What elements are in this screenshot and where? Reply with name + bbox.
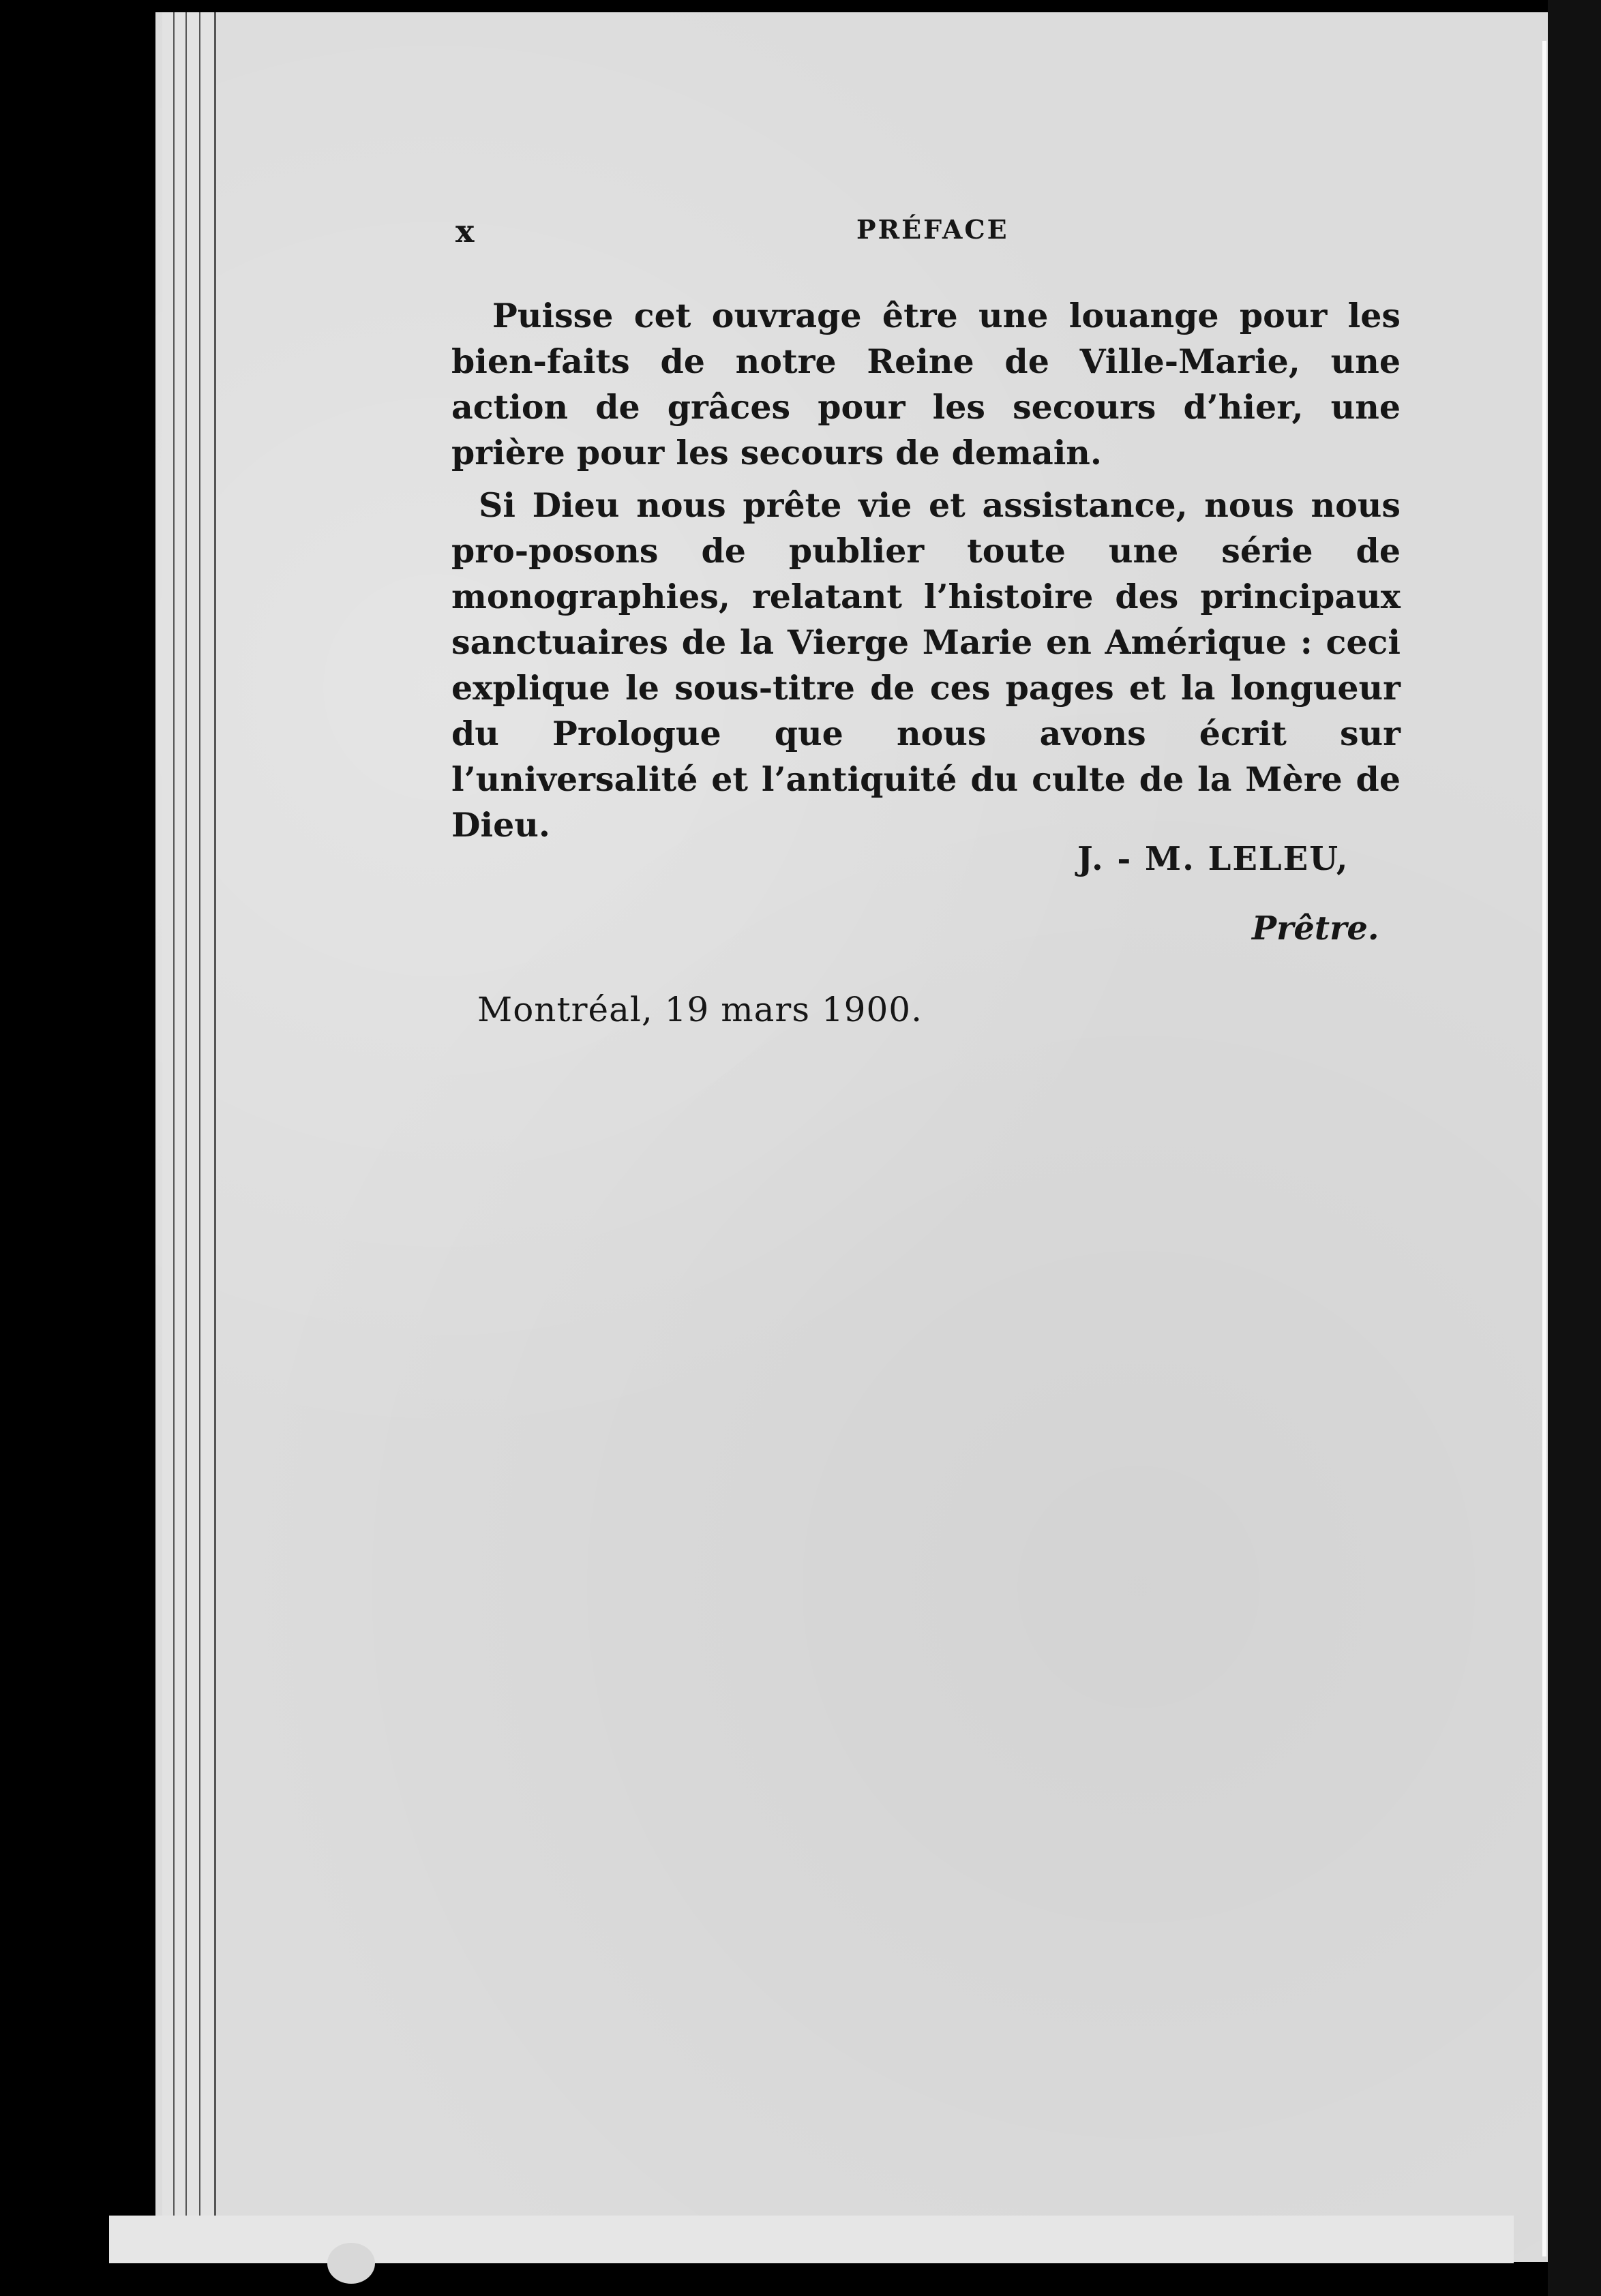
binding-shadow bbox=[1548, 0, 1601, 2296]
paragraph-1: Puisse cet ouvrage être une louange pour les bien-faits de notre Reine de Ville-Marie, une action de grâces pour les secours d’hier, une prière pour les secours de demain. bbox=[451, 296, 1401, 472]
page-bottom-edge bbox=[109, 2216, 1514, 2263]
author-title: Prêtre. bbox=[1252, 909, 1379, 948]
page-number: x bbox=[455, 213, 475, 250]
running-head: PRÉFACE bbox=[856, 214, 1009, 245]
author-signature: J. - M. LELEU, bbox=[1077, 840, 1349, 878]
page-edge bbox=[200, 12, 216, 2262]
page-right-edge bbox=[1542, 41, 1546, 2256]
page-edge bbox=[162, 12, 175, 2262]
page-edge bbox=[175, 12, 188, 2262]
paragraph-2: Si Dieu nous prête vie et assistance, nous nous pro-posons de publier toute une série de monographies, relatant l’histoire des principaux sanctuaires de la Vierge Marie en Amérique : ceci explique le sous-titre de ces pages et la longueur du Prologue que nous avons écrit sur l’universalité et l’antiquité du culte de la Mère de Dieu. bbox=[451, 485, 1401, 845]
dateline: Montréal, 19 mars 1900. bbox=[477, 990, 923, 1029]
paper-stain bbox=[327, 2243, 375, 2284]
page-edge bbox=[187, 12, 201, 2262]
